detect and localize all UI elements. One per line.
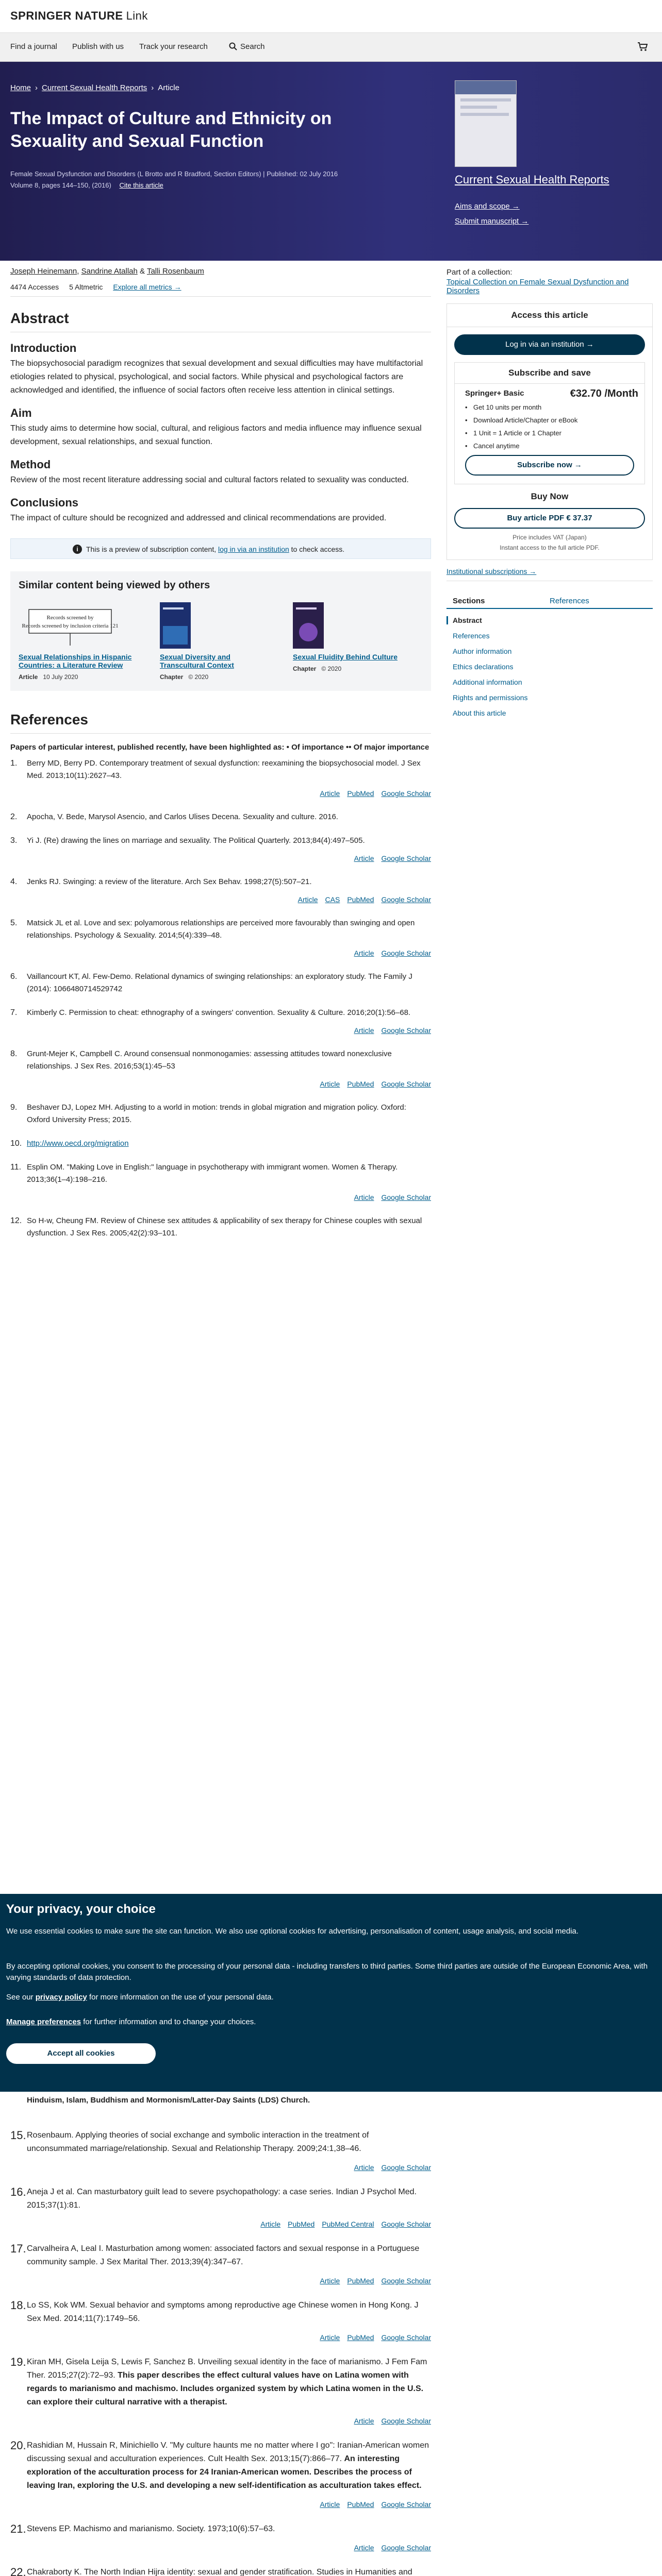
reference-item [10, 2185, 431, 2231]
reference-item [10, 1007, 431, 1037]
reference-number: 11. [10, 1163, 22, 1172]
reference-link-article[interactable]: Article [354, 854, 374, 862]
reference-item [10, 811, 431, 823]
journal-links [455, 202, 528, 232]
main-column [10, 261, 431, 1251]
reference-link-article[interactable]: Article [354, 1193, 374, 1201]
reference-item [10, 2129, 431, 2174]
plan-price: €32.70 /Month [570, 388, 638, 399]
reference-text: Aneja J et al. Can masturbatory guilt lead to severe psychopathology: a case series. Indian J Psychol Med. 2015;37(1):81. [27, 2188, 417, 2210]
reference-links [27, 2161, 431, 2174]
breadcrumb-separator-icon: › [151, 83, 154, 92]
preview-suffix: to check access. [291, 545, 345, 553]
reference-link-article[interactable]: Article [354, 2417, 374, 2425]
similar-item-title[interactable]: Sexual Fluidity Behind Culture [293, 653, 398, 661]
reference-link-cas[interactable]: CAS [325, 895, 340, 904]
section-link-abstract[interactable]: Abstract [446, 616, 653, 624]
cookie-privacy-text [6, 1992, 654, 2003]
cookie-text: We use essential cookies to make sure the site can function. We also use optional cookies for advertising, personalisation of content, usage analysis, and social media. [6, 1927, 579, 1936]
reference-link-google-scholar[interactable]: Google Scholar [381, 949, 431, 957]
buy-box [454, 484, 645, 560]
reference-links [27, 1024, 431, 1037]
publish-date: 10 July 2020 [43, 673, 78, 681]
top-header [0, 0, 662, 33]
reference-number: 20. [10, 2439, 26, 2452]
plan-features [455, 401, 644, 450]
tab-sections[interactable]: Sections [453, 597, 485, 605]
reference-number: 18. [10, 2299, 26, 2312]
reference-link-pubmed[interactable]: PubMed [347, 2500, 374, 2509]
reference-text: Yi J. (Re) drawing the lines on marriage and sexuality. The Political Quarterly. 2013;84(4):497–505. [27, 836, 365, 845]
breadcrumb-current: Article [158, 83, 179, 92]
reference-item [10, 2566, 431, 2576]
reference-link-article[interactable]: Article [320, 1080, 340, 1088]
reference-item [10, 757, 431, 800]
reference-link-google-scholar[interactable]: Google Scholar [381, 2163, 431, 2172]
brand-name: SPRINGER NATURE [10, 9, 123, 22]
reference-links [27, 2498, 431, 2511]
reference-link-google-scholar[interactable]: Google Scholar [381, 2277, 431, 2285]
reference-item [10, 1101, 431, 1126]
reference-text: Berry MD, Berry PD. Contemporary treatment of sexual dysfunction: reexamining the biopsychosocial model. J Sex Med. 2013;10(11):2627–43. [27, 759, 421, 780]
reference-link-pubmed[interactable]: PubMed [347, 1080, 374, 1088]
thumbnail-caption: Records screened by inclusion criteria 121 [22, 623, 119, 629]
volume-text: Volume 8, pages 144–150, (2016) [10, 181, 111, 189]
reference-link-google-scholar[interactable]: Google Scholar [381, 2333, 431, 2342]
reference-links [27, 787, 431, 800]
reference-links [27, 1191, 431, 1204]
reference-item [10, 2522, 431, 2554]
reference-link-pubmed[interactable]: PubMed [347, 2333, 374, 2342]
reference-link-pubmed[interactable]: PubMed [347, 895, 374, 904]
plan-row [455, 384, 644, 401]
privacy-suffix: for more information on the use of your personal data. [89, 1993, 274, 2002]
cite-this-article-link[interactable]: Cite this article [119, 181, 163, 189]
cookie-manage-text [6, 2016, 654, 2028]
similar-content [10, 571, 431, 691]
content-type: Chapter [160, 673, 184, 681]
section-link-rights[interactable]: Rights and permissions [453, 693, 528, 702]
access-panel [446, 303, 653, 560]
reference-number: 22. [10, 2566, 26, 2576]
reference-text: Kiran MH, Gisela Leija S, Lewis F, Sanchez B. Unveiling sexual identity in the face of marianismo. J Fem Fam Ther. 2015;27(2):72–93. [27, 2358, 427, 2380]
reference-link-article[interactable]: Article [260, 2220, 281, 2228]
reference-list-continued [10, 2125, 431, 2576]
accept-cookies-button[interactable]: Accept all cookies [6, 2043, 156, 2064]
reference-number: 16. [10, 2185, 26, 2198]
reference-number: 3. [10, 836, 18, 845]
breadcrumb-home[interactable]: Home [10, 83, 31, 92]
institutional-subscriptions [446, 567, 653, 581]
article-source: Female Sexual Dysfunction and Disorders (L Brotto and R Bradford, Section Editors) | Published: 02 July 2016 [10, 170, 338, 178]
reference-text: Lo SS, Kok WM. Sexual behavior and symptoms among reproductive age Chinese women in Hong Kong. J Sex Med. 2014;11(7):1749–56. [27, 2301, 419, 2323]
collection-info [446, 261, 653, 295]
reference-links [27, 947, 431, 959]
similar-item-title[interactable]: Sexual Diversity and Transcultural Context [160, 653, 234, 669]
reference-link-article[interactable]: Article [320, 2500, 340, 2509]
method-heading: Method [10, 458, 51, 471]
section-link-author-info[interactable]: Author information [453, 647, 512, 655]
reference-link-google-scholar[interactable]: Google Scholar [381, 2417, 431, 2425]
plan-feature: • 1 Unit = 1 Article or 1 Chapter [465, 429, 634, 437]
journal-title-link[interactable]: Current Sexual Health Reports [455, 173, 609, 186]
reference-link-pubmed-central[interactable]: PubMed Central [322, 2220, 374, 2228]
subscription-preview-notice [10, 538, 431, 559]
reference-link-article[interactable]: Article [297, 895, 318, 904]
subscribe-button[interactable]: Subscribe now → [465, 455, 634, 476]
aims-scope-link[interactable]: Aims and scope → [455, 202, 520, 211]
breadcrumb-journal[interactable]: Current Sexual Health Reports [42, 83, 147, 92]
content-type: Chapter [293, 665, 317, 672]
reference-text: Apocha, V. Bede, Marysol Asencio, and Carlos Ulises Decena. Sexuality and culture. 2016. [27, 812, 338, 821]
reference-link-article[interactable]: Article [354, 2544, 374, 2552]
introduction-heading: Introduction [10, 342, 77, 354]
sidebar-tabs [446, 595, 653, 609]
reference-link-google-scholar[interactable]: Google Scholar [381, 1193, 431, 1201]
author-link[interactable]: Joseph Heinemann [10, 267, 77, 276]
section-link-references[interactable]: References [453, 632, 490, 640]
section-link-additional-info[interactable]: Additional information [453, 678, 522, 686]
reference-links [27, 2331, 431, 2344]
reference-link-google-scholar[interactable]: Google Scholar [381, 1080, 431, 1088]
reference-link-pubmed[interactable]: PubMed [347, 2277, 374, 2285]
reference-item [10, 1215, 431, 1240]
plan-name: Springer+ Basic [465, 389, 524, 398]
reference-item [10, 917, 431, 959]
manage-suffix: for further information and to change your choices. [83, 2018, 256, 2026]
author-link[interactable]: Talli Rosenbaum [146, 267, 204, 276]
aim-heading: Aim [10, 406, 32, 419]
reference-number: 6. [10, 972, 18, 981]
article-metrics [10, 283, 431, 297]
nav-publish[interactable]: Publish with us [72, 42, 124, 51]
reference-number: 4. [10, 877, 18, 886]
similar-item[interactable] [160, 602, 273, 681]
reference-list [10, 757, 431, 1240]
nav-find-journal[interactable]: Find a journal [10, 42, 57, 51]
reference-link-google-scholar[interactable]: Google Scholar [381, 2544, 431, 2552]
article-volume [10, 181, 163, 189]
conclusions-heading: Conclusions [10, 496, 79, 509]
accesses-count: 4474 Accesses [10, 283, 59, 291]
flowchart-thumbnail [19, 602, 132, 649]
reference-links [27, 2414, 431, 2428]
subscribe-heading: Subscribe and save [455, 363, 644, 384]
reference-item [10, 971, 431, 995]
buy-heading: Buy Now [531, 492, 569, 501]
reference-links [27, 2274, 431, 2287]
reference-link-article[interactable]: Article [354, 1026, 374, 1035]
content-type: Article [19, 673, 38, 681]
reference-number: 8. [10, 1049, 18, 1058]
reference-text: So H-w, Cheung FM. Review of Chinese sex attitudes & applicability of sex therapy for Chinese couples with sexual dysfunction. J Sex Res. 2005;42(2):93–101. [27, 1216, 422, 1238]
reference-item [10, 876, 431, 906]
plan-feature: • Get 10 units per month [465, 403, 634, 411]
reference-text: Grunt-Mejer K, Campbell C. Around consensual nonmonogamies: assessing attitudes toward nonexclusive relationships. J Sex Res. 2016;53(1):45–53 [27, 1049, 392, 1071]
similar-item[interactable] [293, 602, 406, 672]
institution-login-button[interactable]: Log in via an institution → [454, 334, 645, 355]
subscription-box [454, 362, 645, 484]
reference-item [10, 2299, 431, 2344]
cookie-consent-text: By accepting optional cookies, you consent to the processing of your personal data - including transfers to third parties. Some third parties are outside of the European Economic Area, with varying standards of data protection. [6, 1962, 648, 1982]
book-cover-thumbnail [160, 602, 273, 649]
reference-text: Vaillancourt KT, Al. Few-Demo. Relational dynamics of swinging relationships: an exploratory study. The Family J (2014): 1066480714529742 [27, 972, 412, 993]
reference-item [10, 1138, 431, 1150]
reference-number: 17. [10, 2242, 26, 2255]
explore-metrics-link[interactable]: Explore all metrics → [113, 283, 181, 291]
publish-date: © 2020 [321, 665, 342, 672]
springer-link-logo[interactable] [10, 9, 148, 23]
svg-text:Records screened by: Records screened by [46, 615, 94, 621]
abstract-heading: Abstract [10, 310, 431, 332]
section-link-about[interactable]: About this article [453, 709, 506, 717]
reference-number: 5. [10, 919, 18, 927]
reference-link-google-scholar[interactable]: Google Scholar [381, 895, 431, 904]
nav-track-research[interactable]: Track your research [139, 42, 208, 51]
similar-item-title[interactable]: Sexual Relationships in Hispanic Countries: a Literature Review [19, 653, 132, 669]
submit-manuscript-link[interactable]: Submit manuscript → [455, 217, 529, 226]
reference-text: Rashidian M, Hussain R, Minichiello V. "My culture haunts me no matter where I go": Iranian-American women discussing sexual and acculturation experiences. Cult Health Sex. 2013;15(7):866–77. [27, 2441, 429, 2463]
author-link[interactable]: Sandrine Atallah [81, 267, 138, 276]
reference-item [10, 2242, 431, 2287]
manage-preferences-link[interactable]: Manage preferences [6, 2018, 81, 2026]
aim-text: This study aims to determine how social, cultural, and religious factors and media influence may influence sexual development, sexual relationships, and sexual function. [10, 424, 422, 446]
sections-list [446, 616, 653, 717]
reference-number: 21. [10, 2522, 26, 2535]
article-title: The Impact of Culture and Ethnicity on Sexuality and Sexual Function [10, 109, 332, 151]
collection-link[interactable]: Topical Collection on Female Sexual Dysfunction and Disorders [446, 278, 629, 295]
cookie-banner [0, 1894, 662, 2092]
reference-number: 19. [10, 2355, 26, 2368]
references-heading: References [10, 711, 431, 734]
privacy-prefix: See our [6, 1993, 34, 2002]
reference-number: 15. [10, 2129, 26, 2142]
plan-feature: • Download Article/Chapter or eBook [465, 416, 634, 424]
reference-number: 1. [10, 759, 18, 768]
reference-link-google-scholar[interactable]: Google Scholar [381, 854, 431, 862]
method-text: Review of the most recent literature addressing social and cultural factors related to sexuality was conducted. [10, 476, 409, 484]
reference-number: 2. [10, 812, 18, 821]
reference-link-article[interactable]: Article [354, 949, 374, 957]
cart-icon[interactable] [637, 42, 648, 54]
buy-article-button[interactable]: Buy article PDF € 37.37 [454, 508, 645, 529]
conclusions-text: The impact of culture should be recognized and addressed and clinical recommendations are provided. [10, 514, 387, 522]
institution-login-link[interactable]: log in via an institution [218, 545, 289, 553]
main-nav [0, 33, 662, 62]
reference-text: Kimberly C. Permission to cheat: ethnography of a swingers' convention. Sexuality & Culture. 2016;20(1):56–68. [27, 1008, 411, 1017]
reference-link-article[interactable]: Article [320, 2277, 340, 2285]
institutional-subscriptions-link[interactable]: Institutional subscriptions → [446, 567, 537, 575]
access-note: Instant access to the full article PDF. [500, 544, 600, 551]
reference-text: Jenks RJ. Swinging: a review of the literature. Arch Sex Behav. 1998;27(5):507–21. [27, 877, 312, 886]
reference-link-pubmed[interactable]: PubMed [347, 789, 374, 798]
reference-item [10, 835, 431, 865]
breadcrumb [10, 83, 179, 92]
introduction-text: The biopsychosocial paradigm recognizes that sexual development and sexual difficulties may have multifactorial etiologies related to physical, psychological, and social factors. While physical and psychological factors are acknowledged and identified, the influence of social factors often receive less attention in clinical settings. [10, 359, 423, 395]
article-hero [0, 62, 662, 261]
reference-text[interactable]: http://www.oecd.org/migration [27, 1139, 129, 1148]
reference-continuation: Hinduism, Islam, Buddhism and Mormonism/Latter-Day Saints (LDS) Church. [27, 2096, 310, 2105]
reference-item [10, 1048, 431, 1090]
search-button[interactable]: Search [240, 42, 265, 51]
publish-date: © 2020 [188, 673, 209, 681]
plan-feature: • Cancel anytime [465, 442, 634, 450]
privacy-policy-link[interactable]: privacy policy [35, 1993, 87, 2002]
reference-links [27, 2541, 431, 2554]
reference-text: Esplin OM. "Making Love in English:" language in psychotherapy with immigrant women. Women & Therapy. 2013;36(1–4):198–216. [27, 1163, 398, 1184]
reference-list [10, 2129, 431, 2576]
reference-links [27, 893, 431, 906]
reference-item [10, 2355, 431, 2428]
altmetric-score: 5 Altmetric [69, 283, 103, 291]
collection-label: Part of a collection: [446, 268, 512, 277]
reference-link-google-scholar[interactable]: Google Scholar [381, 2220, 431, 2228]
similar-item[interactable] [19, 602, 132, 681]
reference-link-article[interactable]: Article [320, 2333, 340, 2342]
reference-link-article[interactable]: Article [354, 2163, 374, 2172]
reference-text: Beshaver DJ, Lopez MH. Adjusting to a world in motion: trends in global migration and migration policy. Oxford: Oxford University Press; 2015. [27, 1103, 406, 1124]
price-note: Price includes VAT (Japan) [512, 534, 587, 541]
reference-number: 9. [10, 1103, 18, 1112]
reference-item [10, 2439, 431, 2511]
reference-highlight: An interesting exploration of the acculturation process for 24 Iranian-American women. Describes the process of leaving Iran, exploring the U.S. and developing a new self-identification as acculturation takes effect. [27, 2454, 422, 2490]
reference-highlight: This paper describes the effect cultural values have on Latina women with regards to marianismo and machismo. Includes organized system by which Latina women in the U.S. can explore their cultural narrative with a therapist. [27, 2371, 424, 2406]
reference-links [27, 2217, 431, 2231]
info-icon: i [73, 545, 82, 554]
sidebar [446, 261, 653, 724]
references-intro: Papers of particular interest, published recently, have been highlighted as: • Of importance •• Of major importance [10, 743, 429, 752]
journal-cover-image[interactable] [455, 80, 517, 167]
reference-number: 7. [10, 1008, 18, 1017]
reference-item [10, 1161, 431, 1204]
reference-link-article[interactable]: Article [320, 789, 340, 798]
section-link-ethics[interactable]: Ethics declarations [453, 663, 514, 671]
reference-number: 10. [10, 1139, 22, 1148]
reference-links [27, 852, 431, 865]
brand-product: Link [126, 9, 148, 22]
reference-text: Chakraborty K. The North Indian Hijra identity: sexual and gender stratification. Studies in Humanities and [27, 2568, 412, 2576]
reference-link-google-scholar[interactable]: Google Scholar [381, 1026, 431, 1035]
cookie-title: Your privacy, your choice [6, 1902, 156, 1916]
reference-text: Matsick JL et al. Love and sex: polyamorous relationships are perceived more favourably than swinging and open relationships. Psychology & Sexuality. 2014;5(4):339–48. [27, 919, 415, 940]
access-heading: Access this article [447, 304, 652, 327]
reference-links [27, 1078, 431, 1090]
reference-text: Rosenbaum. Applying theories of social exchange and symbolic interaction in the treatment of unconsummated marriage/relationship. Sexual and Relationship Therapy. 2009;24:1,38–46. [27, 2131, 369, 2153]
reference-link-pubmed[interactable]: PubMed [288, 2220, 315, 2228]
book-cover-thumbnail [293, 602, 406, 649]
search-icon[interactable] [229, 42, 237, 53]
reference-link-google-scholar[interactable]: Google Scholar [381, 2500, 431, 2509]
reference-text: Carvalheira A, Leal I. Masturbation among women: associated factors and sexual response in a Portuguese community sample. J Sex Marital Ther. 2013;39(4):347–67. [27, 2244, 420, 2266]
breadcrumb-separator-icon: › [35, 83, 38, 92]
tab-references[interactable]: References [550, 597, 589, 605]
reference-link-google-scholar[interactable]: Google Scholar [381, 789, 431, 798]
author-list: Joseph Heinemann, Sandrine Atallah & Talli Rosenbaum [10, 267, 204, 276]
reference-text: Stevens EP. Machismo and marianismo. Society. 1973;10(6):57–63. [27, 2524, 275, 2533]
reference-number: 12. [10, 1216, 22, 1225]
preview-prefix: This is a preview of subscription content, [86, 545, 217, 553]
similar-heading: Similar content being viewed by others [19, 580, 210, 591]
